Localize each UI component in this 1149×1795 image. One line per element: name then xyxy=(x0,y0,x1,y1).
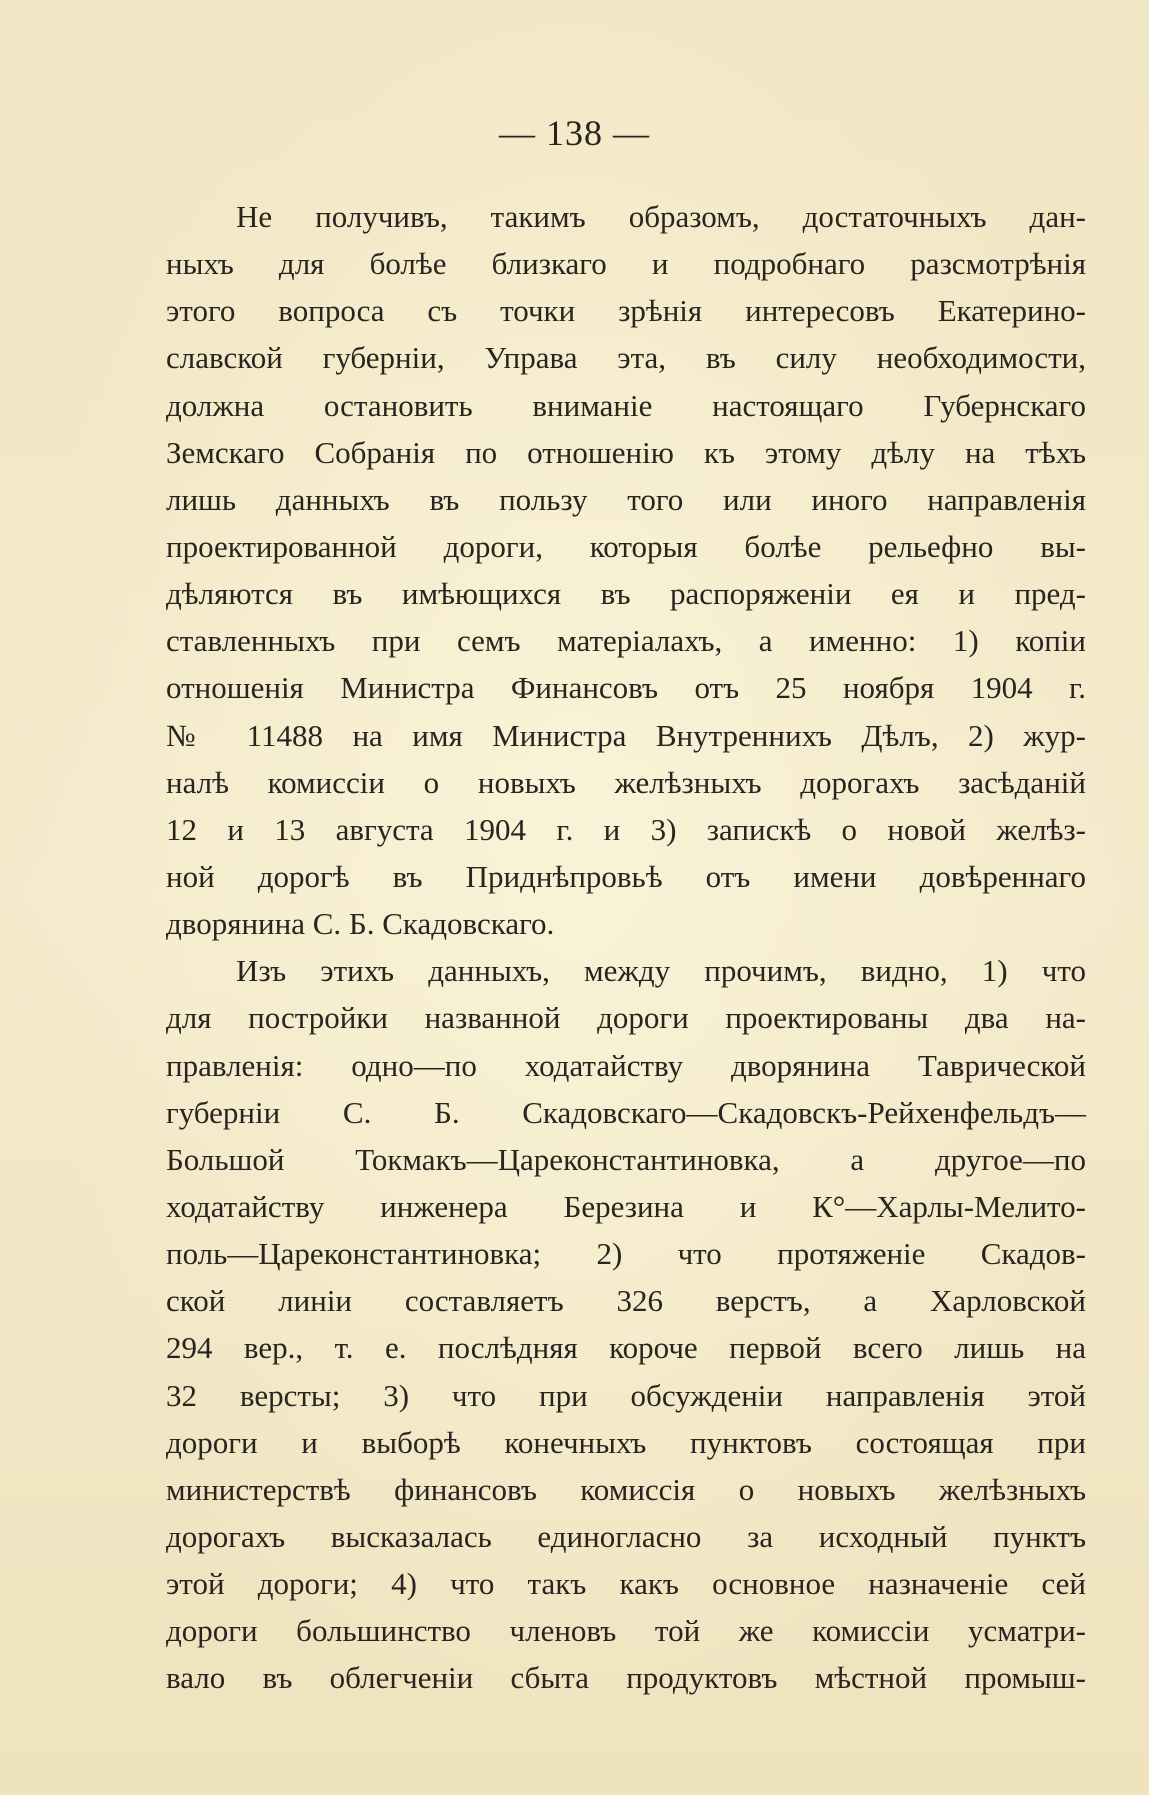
text-line: 294 вер., т. е. послѣдняя короче первой всего лишь на xyxy=(166,1330,1086,1366)
text-line: ставленныхъ при семъ матеріалахъ, а именно: 1) копіи xyxy=(166,623,1086,659)
text-line: Не получивъ, такимъ образомъ, достаточныхъ дан- xyxy=(236,199,1086,234)
text-line: дорогахъ высказалась единогласно за исходный пунктъ xyxy=(166,1518,1086,1554)
text-line: Большой Токмакъ—Цареконстантиновка, а другое—по xyxy=(166,1141,1086,1177)
text-line: проектированной дороги, которыя болѣе рельефно вы- xyxy=(166,528,1086,564)
text-line: правленія: одно—по ходатайству дворянина Таврической xyxy=(166,1047,1086,1083)
text-line: ныхъ для болѣе близкаго и подробнаго разсмотрѣнія xyxy=(166,246,1086,282)
text-line: ной дорогѣ въ Приднѣпровьѣ отъ имени довѣреннаго xyxy=(166,858,1086,894)
text-line: этой дороги; 4) что такъ какъ основное назначеніе сей xyxy=(166,1566,1086,1602)
text-line: славской губерніи, Управа эта, въ силу необходимости, xyxy=(166,340,1086,376)
text-line: министерствѣ финансовъ комиссія о новыхъ желѣзныхъ xyxy=(166,1471,1086,1507)
text-line: Земскаго Собранія по отношенію къ этому дѣлу на тѣхъ xyxy=(166,434,1086,470)
text-line: губерніи С. Б. Скадовскаго—Скадовскъ-Рейхенфельдъ— xyxy=(166,1094,1086,1130)
text-line: Изъ этихъ данныхъ, между прочимъ, видно, 1) что xyxy=(236,953,1086,989)
text-line: ходатайству инженера Березина и К°—Харлы-Мелито- xyxy=(166,1188,1086,1224)
text-line: № 11488 на имя Министра Внутреннихъ Дѣлъ, 2) жур- xyxy=(166,717,1086,753)
text-line: дворянина С. Б. Скадовскаго. xyxy=(166,906,555,942)
paragraph-1 xyxy=(166,193,1086,947)
text-line: 12 и 13 августа 1904 г. и 3) запискѣ о новой желѣз- xyxy=(166,811,1086,847)
text-line: отношенія Министра Финансовъ отъ 25 ноября 1904 г. xyxy=(166,670,1086,706)
text-line: дороги и выборѣ конечныхъ пунктовъ состоящая при xyxy=(166,1424,1086,1460)
text-line: поль—Цареконстантиновка; 2) что протяженіе Скадов- xyxy=(166,1236,1086,1272)
text-line: налѣ комиссіи о новыхъ желѣзныхъ дорогахъ засѣданій xyxy=(166,764,1086,800)
text-line: 32 версты; 3) что при обсужденіи направленія этой xyxy=(166,1377,1086,1413)
text-line: вало въ облегченіи сбыта продуктовъ мѣстной промыш- xyxy=(166,1660,1086,1696)
text-line: ской линіи составляетъ 326 верстъ, а Харловской xyxy=(166,1283,1086,1319)
text-line: этого вопроса съ точки зрѣнія интересовъ Екатерино- xyxy=(166,293,1086,329)
text-line: дѣляются въ имѣющихся въ распоряженіи ея и пред- xyxy=(166,576,1086,612)
text-line: дороги большинство членовъ той же комиссіи усматри- xyxy=(166,1613,1086,1649)
text-body xyxy=(166,193,1086,1702)
paragraph-2 xyxy=(166,947,1086,1701)
text-line: для постройки названной дороги проектированы два на- xyxy=(166,1000,1086,1036)
text-line: должна остановить вниманіе настоящаго Губернскаго xyxy=(166,387,1086,423)
page-number: — 138 — xyxy=(499,113,650,153)
text-line: лишь данныхъ въ пользу того или иного направленія xyxy=(166,481,1086,517)
